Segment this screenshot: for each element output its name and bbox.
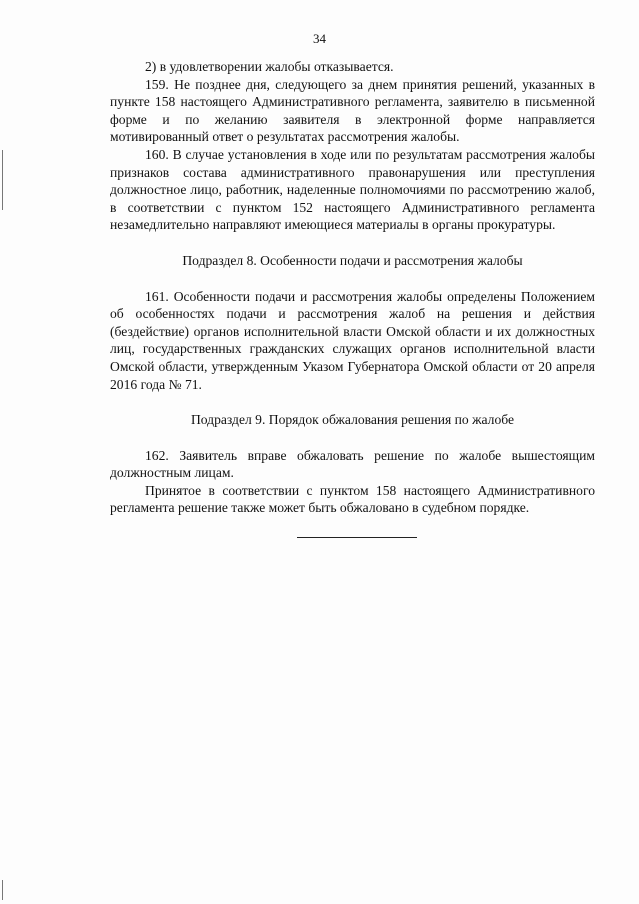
paragraph-162-continuation: Принятое в соответствии с пунктом 158 настоящего Административного регламента решение также может быть обжаловано в судебном порядке. (110, 482, 595, 516)
paragraph-162: 162. Заявитель вправе обжаловать решение по жалобе вышестоящим должностным лицам. (110, 447, 595, 481)
paragraph-159: 159. Не позднее дня, следующего за днем принятия решений, указанных в пункте 158 настоящего Административного регламента, заявителю в письменной форме и по желанию заявителя в электронной форме направляется мотивированный ответ о результатах рассмотрения жалобы. (110, 76, 595, 145)
page-number: 34 (313, 31, 326, 46)
document-body (110, 58, 595, 517)
end-divider-line (297, 537, 417, 538)
paragraph-decision-2: 2) в удовлетворении жалобы отказывается. (145, 59, 394, 74)
subsection-9-title: Подраздел 9. Порядок обжалования решения по жалобе (190, 412, 515, 428)
paragraph-161: 161. Особенности подачи и рассмотрения жалобы определены Положением об особенностях подачи и рассмотрения жалоб на решения и действия (бездействие) органов исполнительной власти Омской области и их должностных лиц, государственных гражданских служащих органов исполнительной власти Омской области, утвержденным Указом Губернатора Омской области от 20 апреля 2016 года № 71. (110, 288, 595, 392)
scan-edge-mark (2, 150, 3, 210)
subsection-8-title: Подраздел 8. Особенности подачи и рассмотрения жалобы (182, 252, 523, 268)
scan-edge-mark (2, 880, 3, 900)
paragraph-160: 160. В случае установления в ходе или по результатам рассмотрения жалобы признаков состава административного правонарушения или преступления должностное лицо, работник, наделенные полномочиями по рассмотрению жалоб, в соответствии с пунктом 152 настоящего Административного регламента незамедлительно направляют имеющиеся материалы в органы прокуратуры. (110, 146, 595, 233)
